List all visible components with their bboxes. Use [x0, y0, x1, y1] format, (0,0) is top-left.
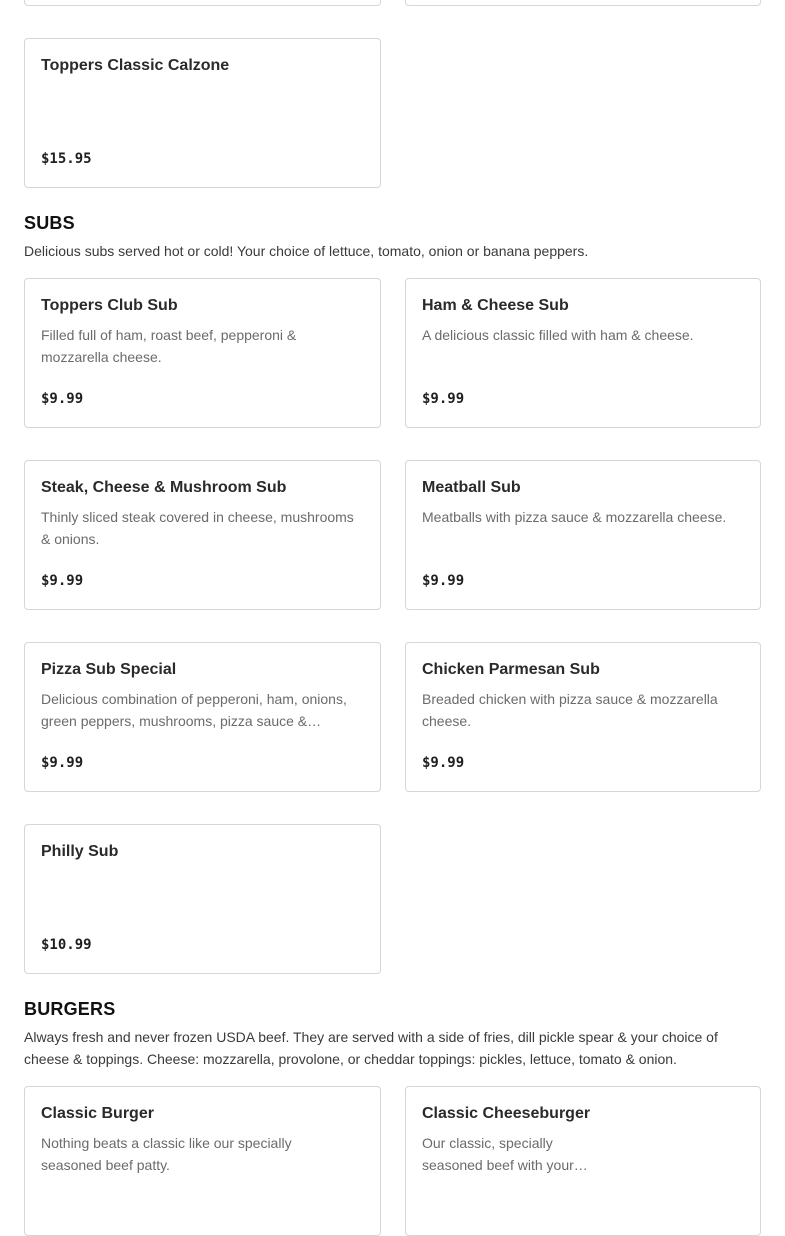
menu-item-card[interactable]: [24, 38, 381, 188]
menu-item-card[interactable]: [24, 1086, 381, 1236]
menu-item-card[interactable]: [405, 1086, 761, 1236]
item-description: Thinly sliced steak covered in cheese, mushrooms & onions.: [41, 509, 354, 547]
item-name: Classic Cheeseburger: [422, 1105, 591, 1122]
item-name: Steak, Cheese & Mushroom Sub: [41, 479, 287, 496]
section-description-burgers: Always fresh and never frozen USDA beef. They are served with a side of fries, dill pickle spear & your choice of cheese & toppings. Cheese: mozzarella, provolone, or cheddar toppings: pickles, lettuce, tomato & onion.: [24, 1029, 718, 1067]
item-name: Philly Sub: [41, 843, 119, 860]
menu-item-card[interactable]: [24, 642, 381, 792]
item-description: Delicious combination of pepperoni, ham, onions, green peppers, mushrooms, pizza sauce &…: [41, 691, 347, 729]
section-title-subs: SUBS: [24, 213, 75, 233]
item-name: Pizza Sub Special: [41, 661, 177, 678]
item-price: $9.99: [422, 755, 465, 771]
menu-item-card-partial[interactable]: [405, 0, 761, 6]
item-description: Filled full of ham, roast beef, pepperoni & mozzarella cheese.: [41, 327, 297, 365]
item-price: $10.99: [41, 937, 92, 953]
menu-item-card[interactable]: [24, 824, 381, 974]
item-description: A delicious classic filled with ham & cheese.: [422, 327, 694, 343]
menu-item-card-partial[interactable]: [24, 0, 381, 6]
item-price: $9.99: [41, 755, 84, 771]
section-title-burgers: BURGERS: [24, 999, 116, 1019]
item-name: Ham & Cheese Sub: [422, 297, 569, 314]
item-name: Meatball Sub: [422, 479, 521, 496]
item-name: Toppers Club Sub: [41, 297, 178, 314]
item-name: Classic Burger: [41, 1105, 154, 1122]
menu-item-card[interactable]: [24, 278, 381, 428]
menu-item-card[interactable]: [405, 642, 761, 792]
item-description: Meatballs with pizza sauce & mozzarella cheese.: [422, 509, 727, 525]
item-price: $9.99: [41, 573, 84, 589]
item-price: $15.95: [41, 151, 92, 167]
item-name: Chicken Parmesan Sub: [422, 661, 600, 678]
item-price: $9.99: [41, 391, 84, 407]
item-price: $9.99: [422, 573, 465, 589]
item-price: $9.99: [422, 391, 465, 407]
menu-item-card[interactable]: [405, 460, 761, 610]
item-description: Breaded chicken with pizza sauce & mozzarella cheese.: [422, 691, 718, 729]
item-description: Our classic, specially seasoned beef with your…: [422, 1135, 588, 1173]
section-description-subs: Delicious subs served hot or cold! Your choice of lettuce, tomato, onion or banana peppers.: [24, 243, 589, 259]
item-name: Toppers Classic Calzone: [41, 57, 230, 74]
menu-item-card[interactable]: [405, 278, 761, 428]
menu-item-card[interactable]: [24, 460, 381, 610]
item-description: Nothing beats a classic like our specially seasoned beef patty.: [41, 1135, 292, 1173]
